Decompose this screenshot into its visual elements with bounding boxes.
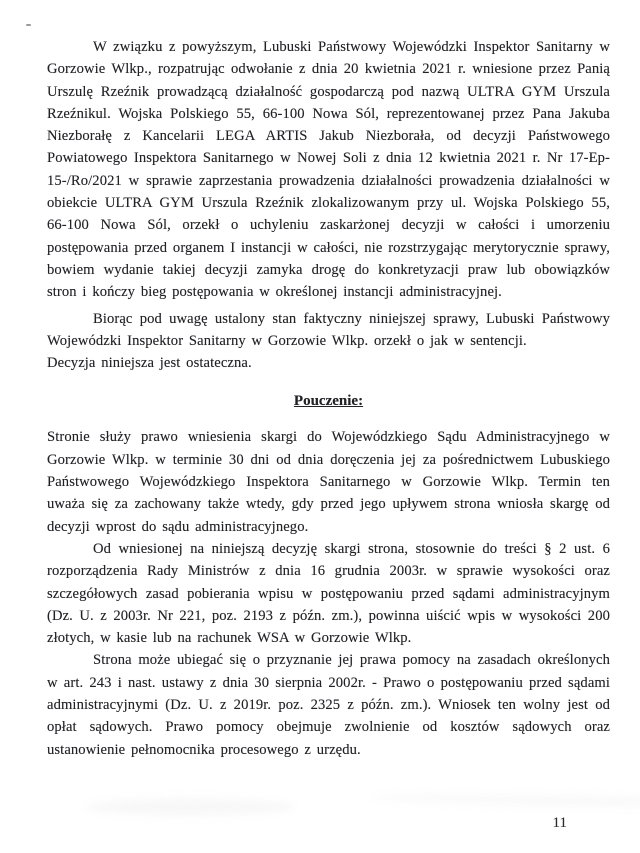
- scan-artifact-smudge: [85, 798, 295, 816]
- page-number: 11: [552, 815, 567, 831]
- paragraph-appeal-rights: Stronie służy prawo wniesienia skargi do Wojewódzkiego Sądu Administracyjnego w Gorzowie Wlkp. w terminie 30 dni od dnia doręczenia jej za pośrednictwem Lubuskiego Państwowego Wojewódzkiego Inspektora Sanitarnego w Gorzowie Wlkp. Termin ten uważa się za zachowany także wtedy, gdy przed jego upływem strona wniosła skargę od decyzji wprost do sądu administracyjnego.: [47, 429, 610, 535]
- paragraph-conclusion: Biorąc pod uwagę ustalony stan faktyczny niniejszej sprawy, Lubuski Państwowy Wojewódzki Inspektor Sanitarny w Gorzowie Wlkp. orzekł o jak w sentencji.: [47, 310, 610, 349]
- scan-artifact-dash: [26, 24, 31, 26]
- paragraph-legal-aid: Strona może ubiegać się o przyznanie jej prawa pomocy na zasadach określonych w art. 243 i nast. ustawy z dnia 30 sierpnia 2002r. - Prawo o postępowaniu przed sądami administracyjnymi (Dz. U. z 2019r. poz. 2325 z późn. zm.). Wniosek ten wolny jest od opłat sądowych. Prawo pomocy obejmuje zwolnienie od kosztów sądowych oraz ustanowienie pełnomocnika procesowego z urzędu.: [47, 652, 610, 758]
- paragraph-decision-summary: W związku z powyższym, Lubuski Państwowy Wojewódzki Inspektor Sanitarny w Gorzowie Wlkp., rozpatrując odwołanie z dnia 20 kwietnia 2021 r. wniesione przez Panią Urszulę Rzeźnik prowadzącą działalność gospodarczą pod nazwą ULTRA GYM Urszula Rzeźnikul. Wojska Polskiego 55, 66-100 Nowa Sól, reprezentowanej przez Pana Jakuba Niezborałę z Kancelarii LEGA ARTIS Jakub Niezborała, od decyzji Państwowego Powiatowego Inspektora Sanitarnego w Nowej Soli z dnia 12 kwietnia 2021 r. Nr 17-Ep-15-/Ro/2021 w sprawie zaprzestania prowadzenia działalności prowadzenia działalności w obiekcie ULTRA GYM Urszula Rzeźnik zlokalizowanym przy ul. Wojska Polskiego 55, 66-100 Nowa Sól, orzekł o uchyleniu zaskarżonej decyzji w całości i umorzeniu postępowania przed organem I instancji w całości, nie rozstrzygając merytorycznie sprawy, bowiem wydanie takiej decyzji zamyka drogę do konkretyzacji praw lub obowiązków stron i kończy bieg postępowania w określonej instancji administracyjnej.: [47, 39, 610, 301]
- section-heading-text: Pouczenie:: [293, 393, 364, 410]
- document-body: [47, 36, 610, 761]
- paragraph-court-fee: Od wniesionej na niniejszą decyzję skargi strona, stosownie do treści § 2 ust. 6 rozporządzenia Rady Ministrów z dnia 16 grudnia 2003r. w sprawie wysokości oraz szczegółowych zasad pobierania wpisu w postępowaniu przed sądami administracyjnym (Dz. U. z 2003r. Nr 221, poz. 2193 z późn. zm.), powinna uiścić wpis w wysokości 200 złotych, w kasie lub na rachunek WSA w Gorzowie Wlkp.: [47, 540, 610, 647]
- paragraph-final-statement: Decyzja niniejsza jest ostateczna.: [47, 355, 252, 372]
- section-heading-pouczenie: [47, 390, 610, 412]
- scan-artifact-smudge: [370, 791, 640, 810]
